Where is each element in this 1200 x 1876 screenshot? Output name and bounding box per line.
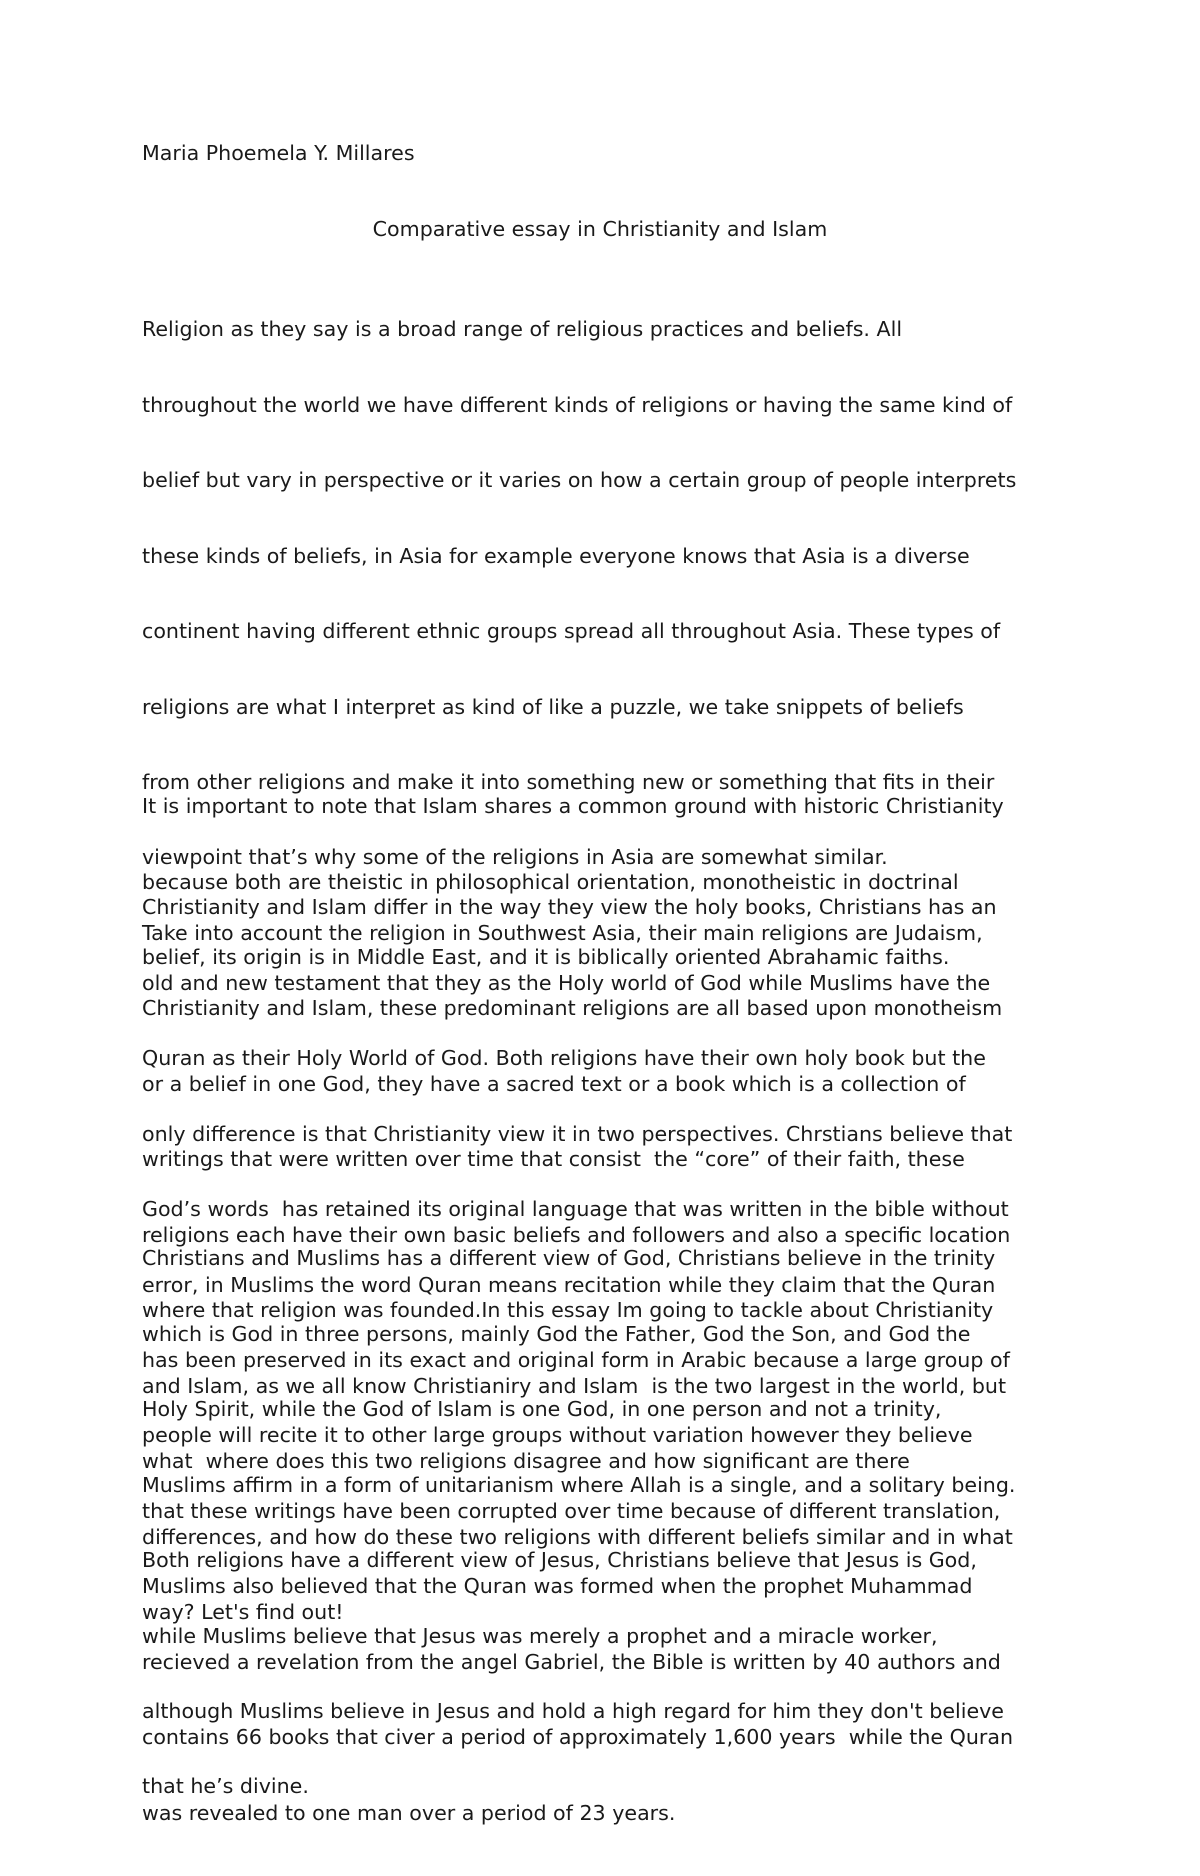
paragraph-line: Take into account the religion in Southwest Asia, their main religions are Judaism, [142, 920, 983, 945]
paragraph-line: that these writings have been corrupted over time because of different translation, [142, 1498, 1001, 1523]
paragraph-line: what where does this two religions disagree and how significant are there [142, 1449, 910, 1474]
paragraph-line: was revealed to one man over a period of 23 years. [142, 1800, 676, 1825]
paragraph-line: religions each have their own basic beliefs and followers and also a specific location [142, 1222, 1011, 1247]
paragraph-line: Christianity and Islam, these predominant religions are all based upon monotheism [142, 996, 1003, 1021]
paragraph-line: that he’s divine. [142, 1774, 309, 1799]
paragraph-line: recieved a revelation from the angel Gabriel, the Bible is written by 40 authors and [142, 1649, 1001, 1674]
paragraph-line: and Islam, as we all know Christianiry and Islam is the two largest in the world, but [142, 1373, 1007, 1398]
paragraph-line: people will recite it to other large groups without variation however they believe [142, 1423, 973, 1448]
paragraph-line: Religion as they say is a broad range of religious practices and beliefs. All [142, 317, 903, 342]
paragraph-line: or a belief in one God, they have a sacred text or a book which is a collection of [142, 1071, 966, 1096]
paragraph-line: contains 66 books that civer a period of approximately 1,600 years while the Quran [142, 1725, 1014, 1750]
paragraph-line: Christianity and Islam differ in the way they view the holy books, Christians has an [142, 895, 997, 920]
paragraph-line: old and new testament that they as the Holy world of God while Muslims have the [142, 970, 991, 995]
paragraph-line: although Muslims believe in Jesus and hold a high regard for him they don't believe [142, 1699, 1004, 1724]
paragraph-line: Muslims also believed that the Quran was formed when the prophet Muhammad [142, 1574, 973, 1599]
paragraph-line: only difference is that Christianity view it in two perspectives. Chrstians believe that [142, 1121, 1013, 1146]
paragraph-line: viewpoint that’s why some of the religions in Asia are somewhat similar. [142, 845, 888, 870]
paragraph-line: belief, its origin is in Middle East, and it is biblically oriented Abrahamic faiths. [142, 945, 950, 970]
paragraph-line: God’s words has retained its original language that was written in the bible without [142, 1197, 1009, 1222]
paragraph-line: Christians and Muslims has a different view of God, Christians believe in the trinity [142, 1246, 996, 1271]
paragraph-line: error, in Muslims the word Quran means recitation while they claim that the Quran [142, 1272, 996, 1297]
paragraph-4 [142, 1196, 1015, 1850]
paragraph-line: belief but vary in perspective or it varies on how a certain group of people interprets [142, 468, 1017, 493]
paragraph-line: throughout the world we have different kinds of religions or having the same kind of [142, 392, 1013, 417]
paragraph-line: because both are theistic in philosophical orientation, monotheistic in doctrinal [142, 869, 959, 894]
paragraph-line: Both religions have a different view of Jesus, Christians believe that Jesus is God, [142, 1548, 977, 1573]
paragraph-line: which is God in three persons, mainly God the Father, God the Son, and God the [142, 1321, 971, 1346]
paragraph-line: Holy Spirit, while the God of Islam is one God, in one person and not a trinity, [142, 1397, 942, 1422]
paragraph-line: these kinds of beliefs, in Asia for example everyone knows that Asia is a diverse [142, 543, 970, 568]
paragraph-line: Muslims affirm in a form of unitarianism where Allah is a single, and a solitary being. [142, 1472, 1016, 1497]
paragraph-line: writings that were written over time that consist the “core” of their faith, these [142, 1147, 965, 1172]
paragraph-line: continent having different ethnic groups spread all throughout Asia. These types of [142, 619, 1001, 644]
paragraph-line: It is important to note that Islam shares a common ground with historic Christianity [142, 794, 1004, 819]
paragraph-line: from other religions and make it into something new or something that fits in their [142, 770, 995, 795]
paragraph-line: while Muslims believe that Jesus was merely a prophet and a miracle worker, [142, 1623, 938, 1648]
essay-title: Comparative essay in Christianity and Islam [372, 217, 828, 241]
paragraph-line: religions are what I interpret as kind of like a puzzle, we take snippets of beliefs [142, 694, 964, 719]
paragraph-line: differences, and how do these two religions with different beliefs similar and in what [142, 1524, 1013, 1549]
paragraph-line: way? Let's find out! [142, 1600, 344, 1625]
paragraph-line: Quran as their Holy World of God. Both religions have their own holy book but the [142, 1046, 986, 1071]
author-name: Maria Phoemela Y. Millares [142, 141, 415, 165]
paragraph-line: has been preserved in its exact and original form in Arabic because a large group of [142, 1348, 1010, 1373]
paragraph-line: where that religion was founded.In this essay Im going to tackle about Christianity [142, 1298, 994, 1323]
